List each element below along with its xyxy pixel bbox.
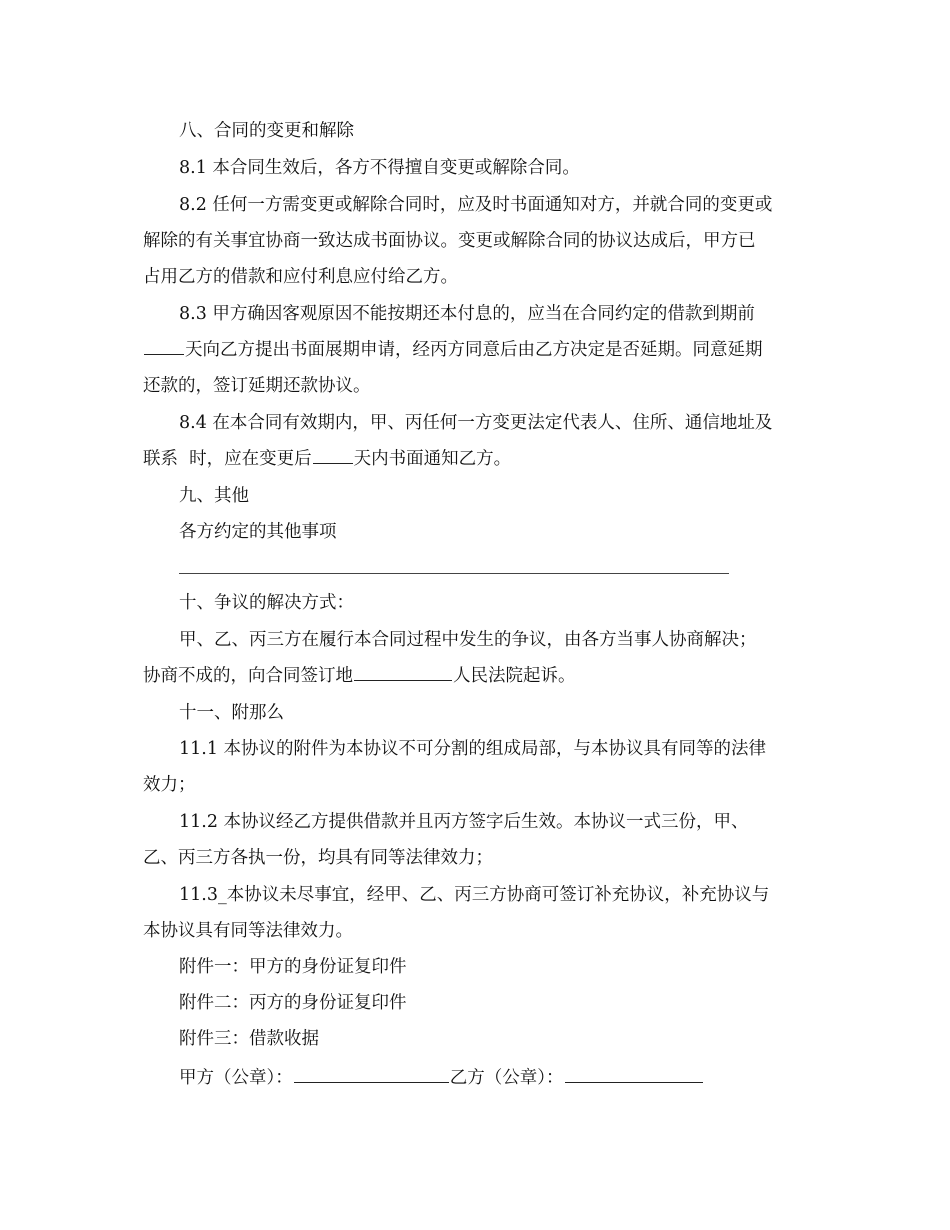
- section-10-line1: 甲、乙、丙三方在履行本合同过程中发生的争议，由各方当事人协商解决；: [179, 630, 757, 650]
- clause-8-4-line1: 8.4 在本合同有效期内，甲、丙任何一方变更法定代表人、住所、通信地址及: [179, 413, 773, 433]
- party-a-seal-label: 甲方（公章）：: [179, 1068, 293, 1088]
- days-blank: [144, 335, 184, 355]
- clause-8-4-line2: [0, 444, 950, 474]
- clause-8-3-line3: 还款的，签订延期还款协议。: [143, 376, 371, 396]
- section-10-line2-text-b: 人民法院起诉。: [453, 666, 576, 686]
- clause-11-3-line1: 11.3_本协议未尽事宜，经甲、乙、丙三方协商可签订补充协议，补充协议与: [179, 885, 770, 905]
- party-a-seal-blank: [294, 1063, 449, 1083]
- clause-8-2-line2: 解除的有关事宜协商一致达成书面协议。变更或解除合同的协议达成后，甲方已: [143, 231, 756, 251]
- clause-11-1-line2: 效力；: [143, 775, 196, 795]
- clause-8-3-line2-text: 天向乙方提出书面展期申请，经丙方同意后由乙方决定是否延期。同意延期: [185, 340, 763, 360]
- section-10-line2-text-a: 协商不成的，向合同签订地: [143, 666, 353, 686]
- section-11-title: 十一、附那么: [179, 703, 284, 723]
- signature-line: [0, 1063, 950, 1093]
- clause-8-3-line1: 8.3 甲方确因客观原因不能按期还本付息的，应当在合同约定的借款到期前: [179, 304, 755, 324]
- court-location-blank: [354, 661, 452, 681]
- section-9-body: 各方约定的其他事项: [179, 522, 337, 542]
- party-b-seal-label: 乙方（公章）：: [449, 1068, 564, 1088]
- section-10-title: 十、争议的解决方式：: [179, 593, 354, 613]
- clause-8-2-line1: 8.2 任何一方需变更或解除合同时，应及时书面通知对方，并就合同的变更或: [179, 195, 773, 215]
- clause-8-4-line2-text-a: 联系 时，应在变更后: [143, 449, 312, 469]
- clause-11-3-line2: 本协议具有同等法律效力。: [143, 921, 353, 941]
- clause-11-2-line2: 乙、丙三方各执一份，均具有同等法律效力；: [143, 848, 493, 868]
- clause-8-1: 8.1 本合同生效后，各方不得擅自变更或解除合同。: [179, 158, 580, 178]
- clause-8-3-line2: [0, 335, 950, 365]
- clause-8-4-line2-text-b: 天内书面通知乙方。: [353, 449, 512, 469]
- notice-days-blank: [313, 444, 353, 464]
- attachment-item: 附件一：甲方的身份证复印件: [179, 957, 407, 977]
- section-8-title: 八、合同的变更和解除: [179, 121, 354, 141]
- clause-11-2-line1: 11.2 本协议经乙方提供借款并且丙方签字后生效。本协议一式三份，甲、: [179, 812, 749, 832]
- section-9-title: 九、其他: [179, 486, 249, 506]
- other-matters-line: [179, 573, 729, 574]
- clause-8-2-line3: 占用乙方的借款和应付利息应付给乙方。: [143, 267, 458, 287]
- party-b-seal-blank: [565, 1063, 703, 1083]
- attachment-item: 附件三：借款收据: [179, 1029, 319, 1049]
- clause-11-1-line1: 11.1 本协议的附件为本协议不可分割的组成局部，与本协议具有同等的法律: [179, 739, 767, 759]
- section-10-line2: [0, 661, 950, 691]
- attachment-item: 附件二：丙方的身份证复印件: [179, 993, 407, 1013]
